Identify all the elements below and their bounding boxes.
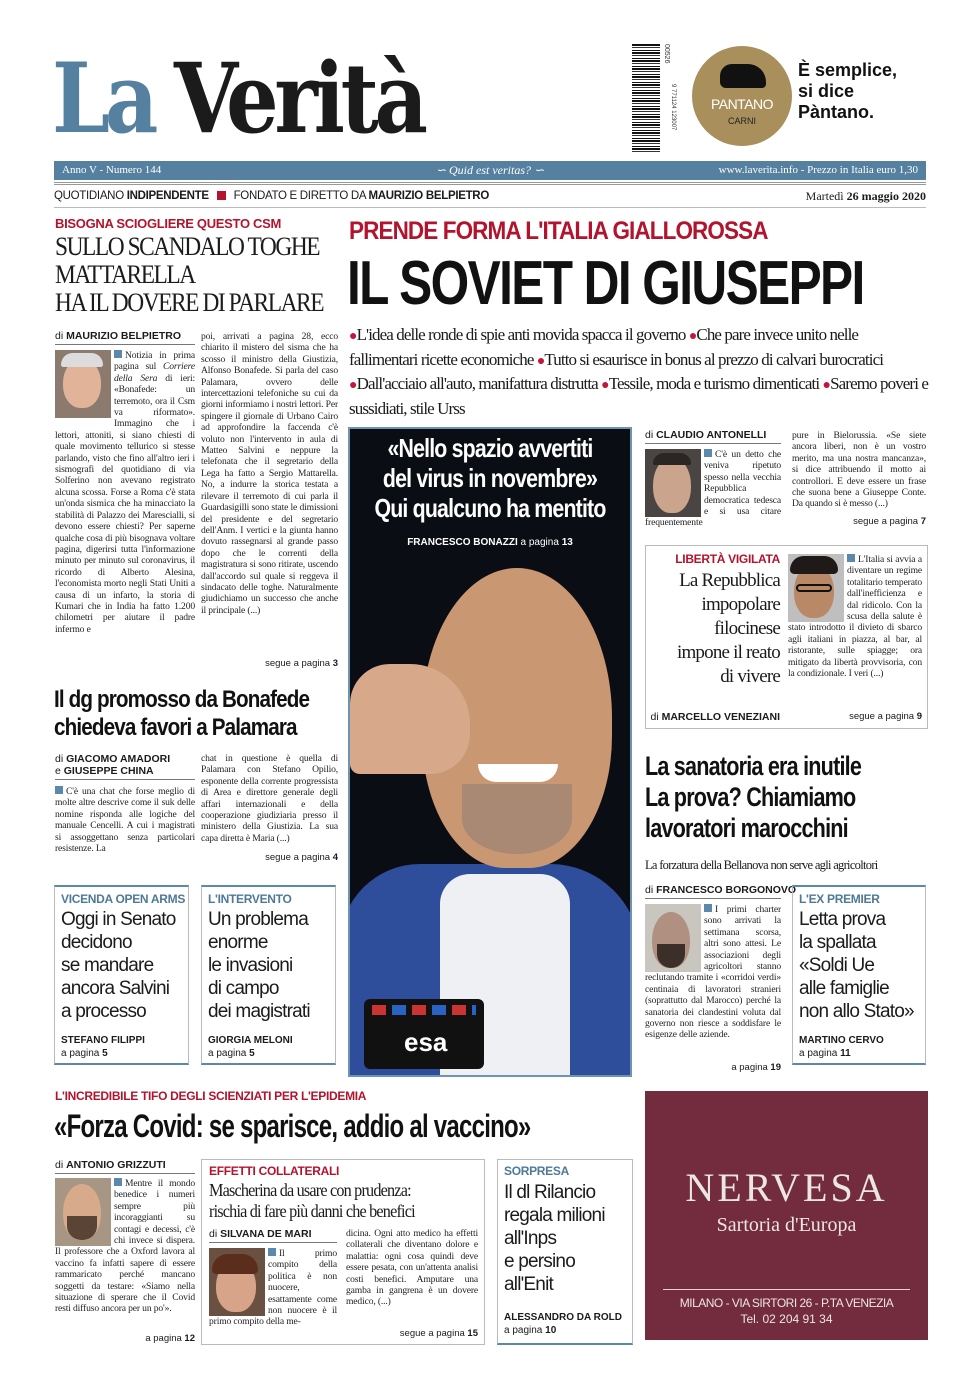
antonelli-text: C'è un detto che veniva ripetuto spesso nella vecchia Repubblica democratica tedesca e si usa citare frequentemente bbox=[645, 449, 781, 529]
covid-body: Mentre il mondo benedice i numeri sempre più incoraggianti su contagi e decessi, c'è chi invece si dispera. Il professore che a Oxford lavora al vaccino fa infatti sapere di essere rammaricato perché mancano soggetti da testare: «Siamo nella situazione di sperare che il Covid resti diffuso ancora per un po'». bbox=[55, 1178, 195, 1315]
headline-line: impone il reato bbox=[676, 642, 780, 663]
ad-nervesa[interactable] bbox=[645, 1091, 928, 1340]
headline-line: «Nello spazio avvertiti bbox=[387, 433, 593, 463]
editorial-text: di ieri: «Bonafede: un terremoto, ora il Csm va riformato». Immagino che i lettori, attoniti, si siano chiesti di quale movimento tellurico si stesse parlando, visto che fino all'altro ieri i sismografi del quotidiano di via Solferino non avevano registrato alcuna scossa. Forse a Roma c'è stata un'onda sismica che ha minacciato la stabilità di Palazzo dei Marescialli, si devono essere chiesti? Per saperne qualche cosa di più bisognava voltare pagina, digerirsi tutta l'informazione minuto per minuto sul coronavirus, il ricordo di Alberto Alesina, l'economista morto negli Stati Uniti a causa di un infarto, la storia di Kumari che in India ha fatto 1.200 chilometri per aiutare il padre infermo e bbox=[55, 372, 195, 635]
headline-line: chiedeva favori a Palamara bbox=[54, 714, 297, 741]
page-label: a pagina bbox=[731, 1062, 771, 1073]
sanatoria-page[interactable] bbox=[645, 1062, 781, 1074]
editorial-col1 bbox=[55, 350, 195, 672]
box-author: MARTINO CERVO bbox=[799, 1035, 884, 1046]
motto bbox=[354, 163, 626, 177]
headline-line: Mascherina da usare con prudenza: bbox=[209, 1180, 411, 1200]
segue-label: segue a pagina bbox=[265, 658, 333, 669]
headline-line: e persino bbox=[504, 1251, 575, 1272]
byline-author: SILVANA DE MARI bbox=[220, 1228, 312, 1240]
antonelli-byline bbox=[645, 429, 781, 444]
headline-line: dei magistrati bbox=[208, 1001, 310, 1022]
page-number: 5 bbox=[102, 1048, 108, 1059]
motto-text: Quid est veritas? bbox=[449, 163, 531, 177]
covid-text bbox=[55, 1178, 195, 1330]
masthead-title-la: La bbox=[52, 42, 154, 155]
subline-square-icon bbox=[217, 191, 226, 200]
headline-line: La prova? Chiamiamo bbox=[645, 782, 856, 812]
author-photo-borgonovo bbox=[645, 904, 701, 972]
author-photo-demari bbox=[209, 1248, 265, 1316]
bonafede-headline[interactable] bbox=[54, 686, 338, 742]
editorial-kicker: BISOGNA SCIOGLIERE QUESTO CSM bbox=[55, 216, 282, 231]
headline-line: rischia di fare più danni che benefici bbox=[209, 1201, 415, 1221]
bonafede-segue[interactable] bbox=[201, 852, 338, 864]
lead-square-icon bbox=[704, 449, 712, 457]
page-number: 10 bbox=[545, 1325, 557, 1336]
mascherina-kicker: EFFETTI COLLATERALI bbox=[209, 1164, 340, 1178]
main-bullets bbox=[349, 324, 929, 420]
mascherina-box[interactable] bbox=[201, 1159, 485, 1345]
author-photo-antonelli bbox=[645, 449, 701, 517]
author-photo-veneziani bbox=[788, 554, 844, 622]
segue-page: 4 bbox=[332, 852, 338, 863]
headline-line: di vivere bbox=[720, 666, 780, 687]
page-number: 19 bbox=[770, 1062, 781, 1073]
issue-date-day: Martedì bbox=[805, 189, 847, 203]
mascherina-col2: dicina. Ogni atto medico ha effetti collaterali che diventano dolore e malattia: ogni cosa quindi deve essere pesata, con un'attenta analisi costi benefici. Amputare una gamba in gangrena è un dovere medico, (...) bbox=[346, 1228, 478, 1308]
pantano-slogan bbox=[798, 60, 897, 123]
sanatoria-subhead: La forzatura della Bellanova non serve agli agricoltori bbox=[645, 858, 878, 872]
headline-line: SULLO SCANDALO TOGHE bbox=[55, 232, 320, 261]
headline-line: alle famiglie bbox=[799, 978, 889, 999]
main-kicker: PRENDE FORMA L'ITALIA GIALLOROSSA bbox=[349, 217, 768, 245]
bonafede-text: C'è una chat che forse meglio di molte altre descrive come il suk delle nomine risponda alle logiche del manuale Cencelli. A cui i magistrati si assoggettano senza particolari resistenze. La bbox=[55, 786, 195, 855]
bonafede-col1 bbox=[55, 786, 195, 866]
box-kicker: L'EX PREMIER bbox=[799, 892, 880, 906]
nervesa-address: MILANO - VIA SIRTORI 26 - P.TA VENEZIA bbox=[679, 1296, 894, 1310]
lead-square-icon bbox=[704, 904, 712, 912]
byline-author: GIUSEPPE CHINA bbox=[63, 765, 154, 777]
astronaut-beard bbox=[462, 784, 572, 854]
byline-author: CLAUDIO ANTONELLI bbox=[656, 429, 767, 441]
box-author: STEFANO FILIPPI bbox=[61, 1035, 145, 1046]
segue-page: 9 bbox=[916, 711, 922, 722]
headline-line: Il dl Rilancio bbox=[504, 1182, 596, 1203]
headline-line: a processo bbox=[61, 1001, 146, 1022]
main-bullet: L'idea delle ronde di spie anti movida spacca il governo bbox=[356, 325, 686, 344]
lead-square-icon bbox=[847, 554, 855, 562]
veneziani-box[interactable] bbox=[645, 545, 928, 729]
lead-square-icon bbox=[55, 786, 63, 794]
ad-pantano[interactable] bbox=[692, 46, 932, 152]
headline-line: Il dg promosso da Bonafede bbox=[54, 686, 310, 713]
pantano-sub: CARNI bbox=[727, 116, 756, 126]
headline-line: del virus in novembre» bbox=[382, 463, 598, 493]
headline-line: di campo bbox=[208, 978, 279, 999]
byline-prefix: e bbox=[55, 765, 64, 777]
headline-line: MATTARELLA bbox=[55, 260, 195, 289]
headline-line: impopolare bbox=[701, 594, 780, 615]
subline-label: QUOTIDIANO bbox=[54, 190, 127, 202]
barcode-bottom-digits: 9 771124 123007 bbox=[670, 84, 676, 131]
editorial-italic: Corriere della Sera bbox=[114, 361, 195, 384]
box-headline bbox=[799, 908, 914, 1023]
pantano-slogan-line: È semplice, bbox=[798, 60, 898, 80]
astronaut-smile bbox=[478, 764, 558, 782]
segue-page: 7 bbox=[920, 516, 926, 527]
segue-page: 15 bbox=[467, 1328, 478, 1339]
box-letta[interactable] bbox=[792, 885, 926, 1065]
mascherina-byline bbox=[209, 1228, 337, 1243]
main-bullet: Dall'acciaio all'auto, manifattura distrutta bbox=[356, 374, 598, 393]
headline-line: decidono bbox=[61, 932, 132, 953]
segue-page: 3 bbox=[332, 658, 338, 669]
barcode bbox=[632, 44, 676, 154]
flags bbox=[372, 1005, 476, 1015]
website-price[interactable]: www.laverita.info - Prezzo in Italia euro 1,30 bbox=[718, 164, 918, 176]
box-author: ALESSANDRO DA ROLD bbox=[504, 1312, 622, 1323]
box-kicker: VICENDA OPEN ARMS bbox=[61, 892, 186, 906]
editorial-headline[interactable] bbox=[55, 233, 334, 317]
page-label: a pagina bbox=[517, 537, 562, 548]
nervesa-brand: NERVESA bbox=[685, 1165, 888, 1210]
covid-page[interactable] bbox=[55, 1333, 195, 1345]
sanatoria-text bbox=[645, 904, 781, 1058]
covid-kicker: L'INCREDIBILE TIFO DEGLI SCIENZIATI PER L'EPIDEMIA bbox=[55, 1089, 367, 1103]
author-photo-grizzuti bbox=[55, 1178, 111, 1246]
page-label: a pagina bbox=[61, 1048, 103, 1059]
headline-line: La sanatoria era inutile bbox=[645, 751, 862, 781]
bonafede-col2: chat in questione è quella di Palamara con Stefano Opilio, esponente della corrente progressista di Area e direttore generale degli affari internazionali e della cooperazione giudiziaria presso il ministero della Giustizia. La sua capa diretta è Maria (...) bbox=[201, 753, 338, 844]
subline-rule bbox=[54, 207, 926, 208]
pantano-slogan-line: Pàntano. bbox=[798, 102, 875, 122]
byline-prefix: di bbox=[55, 753, 67, 765]
byline-author: GIACOMO AMADORI bbox=[66, 753, 171, 765]
veneziani-body: L'Italia si avvia a diventare un regime totalitario temperato dall'inefficienza e dal ridicolo. Con la scusa della salute è stato introdotto il divieto di sbarco agli italiani in piazza, al bar, al ristorante, sulle spiagge; ora mitigato da libertà provvisoria, con la condizionale. I veri (...) bbox=[788, 554, 922, 680]
box-headline bbox=[504, 1181, 605, 1296]
sanatoria-body: I primi charter sono arrivati la settimana scorsa, altri sono attesi. Le associazioni degli agricoltori stanno reclutando tramite i «corridoi verdi» centinaia di lavoratori stranieri (soprattutto dal Marocco) perché la sanatoria dei clandestini voluta dal governo non riesce a soddisfare le esigenze delle aziende. bbox=[645, 904, 781, 1041]
box-page[interactable] bbox=[61, 1048, 108, 1060]
headline-line: Letta prova bbox=[799, 909, 886, 930]
pantano-logo-circle bbox=[692, 46, 792, 146]
main-headline[interactable]: IL SOVIET DI GIUSEPPI bbox=[347, 249, 864, 318]
headline-line: «Soldi Ue bbox=[799, 955, 875, 976]
barcode-top-digits: 00526 bbox=[663, 44, 670, 64]
main-bullet: Tessile, moda e turismo dimenticati bbox=[608, 374, 820, 393]
info-bar-rule bbox=[54, 182, 926, 185]
byline-prefix: di bbox=[645, 429, 657, 441]
masthead bbox=[52, 44, 532, 158]
box-page[interactable] bbox=[504, 1325, 556, 1337]
covid-byline bbox=[55, 1159, 195, 1174]
headline-line: non allo Stato» bbox=[799, 1001, 914, 1022]
byline-author: MAURIZIO BELPIETRO bbox=[66, 330, 182, 342]
antonelli-col1 bbox=[645, 449, 781, 529]
space-headline bbox=[359, 433, 621, 523]
headline-line: lavoratori marocchini bbox=[645, 813, 848, 843]
pantano-slogan-line: si dice bbox=[798, 81, 855, 101]
bullet-icon: ● bbox=[688, 329, 697, 344]
box-headline bbox=[208, 908, 310, 1023]
bullet-icon: ● bbox=[536, 353, 545, 369]
byline-author: FRANCESCO BONAZZI bbox=[407, 537, 518, 548]
page-label: a pagina bbox=[799, 1048, 841, 1059]
segue-label: segue a pagina bbox=[853, 516, 921, 527]
byline-prefix: di bbox=[645, 884, 657, 896]
page-label: a pagina bbox=[504, 1325, 546, 1336]
headline-line: regala milioni bbox=[504, 1205, 605, 1226]
byline-prefix: di bbox=[209, 1228, 221, 1240]
page-number: 11 bbox=[840, 1048, 851, 1059]
veneziani-kicker: LIBERTÀ VIGILATA bbox=[675, 552, 780, 566]
editorial-segue[interactable] bbox=[201, 658, 338, 670]
main-bullet: Saremo poveri e sussidiati, stile Urss bbox=[349, 374, 929, 418]
mascherina-segue[interactable] bbox=[346, 1328, 478, 1340]
headline-line: Oggi in Senato bbox=[61, 909, 176, 930]
headline-line: HA IL DOVERE DI PARLARE bbox=[55, 288, 324, 317]
box-page[interactable] bbox=[799, 1048, 851, 1060]
bonafede-byline bbox=[55, 753, 195, 780]
bull-icon bbox=[720, 64, 766, 88]
headline-line: enorme bbox=[208, 932, 268, 953]
esa-logo: esa bbox=[404, 1027, 448, 1057]
lead-square-icon bbox=[114, 350, 122, 358]
headline-line: filocinese bbox=[714, 618, 780, 639]
sanatoria-byline bbox=[645, 884, 797, 899]
editorial-col2: poi, arrivati a pagina 28, ecco chiarito il mistero del sisma che ha scosso il ministro della Giustizia, Alfonso Bonafede. Si parla del caso Palamara, ovvero delle intercettazioni telefoniche su cui da giorni informiamo i nostri lettori. Per spingere il giornale di Urbano Cairo ad approfondire la faccenda c'è voluto non l'intervento in aula di Matteo Salvini e neppure la telefonata che il segretario della Lega ha fatto a Sergio Mattarella. No, a indurre la storica testata a rilevare il terremoto di cui parla il Guardasigilli sono state le dimissioni del presidente e del segretario dell'Anm. I vertici e la giunta hanno dovuto rassegnarsi al grande passo dopo che le correnti della magistratura si sono ritirate, uscendo dall'accordo sul quale si reggeva il sindacato delle toghe. Naturalmente giudichiamo un successo che anche il principale (...) bbox=[201, 331, 338, 616]
headline-line: Qui qualcuno ha mentito bbox=[374, 493, 606, 523]
lead-square-icon bbox=[268, 1248, 276, 1256]
main-bullet: Che pare invece unito nelle fallimentari ricette economiche bbox=[349, 325, 859, 369]
pantano-brand: PANTANO bbox=[710, 96, 774, 112]
byline-author: MARCELLO VENEZIANI bbox=[661, 711, 780, 723]
headline-line: se mandare bbox=[61, 955, 154, 976]
barcode-bars bbox=[632, 44, 660, 152]
antonelli-segue[interactable] bbox=[792, 516, 926, 528]
box-headline bbox=[61, 908, 176, 1023]
lead-square-icon bbox=[114, 1178, 122, 1186]
nervesa-tagline: Sartoria d'Europa bbox=[716, 1214, 857, 1236]
issue-number: Anno V - Numero 144 bbox=[62, 164, 162, 176]
headline-line: ancora Salvini bbox=[61, 978, 170, 999]
subline-independent: INDIPENDENTE bbox=[126, 190, 209, 202]
byline-prefix: di bbox=[55, 330, 67, 342]
mascherina-col1 bbox=[209, 1248, 337, 1342]
author-photo-belpietro bbox=[55, 350, 111, 418]
mascherina-headline bbox=[209, 1180, 479, 1222]
info-bar bbox=[54, 161, 926, 180]
nervesa-phone: Tel. 02 204 91 34 bbox=[740, 1312, 833, 1326]
veneziani-segue[interactable] bbox=[788, 711, 922, 723]
main-bullet: Tutto si esaurisce in bonus al prezzo di calvari burocratici bbox=[544, 349, 884, 369]
nervesa-divider bbox=[663, 1289, 910, 1290]
page-label: a pagina bbox=[145, 1333, 185, 1344]
box-meloni[interactable] bbox=[201, 885, 336, 1065]
headline-line: Un problema bbox=[208, 909, 308, 930]
subline-founded: FONDATO E DIRETTO DA bbox=[233, 190, 369, 202]
byline-author: FRANCESCO BORGONOVO bbox=[656, 884, 797, 896]
page-number: 13 bbox=[561, 537, 573, 548]
headline-line: all'Inps bbox=[504, 1228, 557, 1249]
sanatoria-headline[interactable] bbox=[645, 751, 933, 844]
box-rilancio[interactable] bbox=[497, 1159, 633, 1345]
masthead-title-verita: Verità bbox=[174, 42, 424, 155]
subline-director: MAURIZIO BELPIETRO bbox=[368, 190, 489, 202]
issue-date bbox=[806, 189, 926, 203]
veneziani-byline bbox=[650, 711, 780, 723]
box-kicker: SORPRESA bbox=[504, 1164, 569, 1178]
subline bbox=[54, 189, 654, 205]
astronaut-photo bbox=[350, 554, 630, 1077]
box-kicker: L'INTERVENTO bbox=[208, 892, 292, 906]
mascherina-text: Il primo compito della politica è non nuocere, esattamente come non nuocere è il primo compito della me- bbox=[209, 1248, 337, 1328]
esa-patch bbox=[364, 999, 484, 1069]
space-story[interactable] bbox=[348, 427, 632, 1077]
bullet-icon: ● bbox=[349, 329, 357, 344]
headline-line: La Repubblica bbox=[679, 570, 780, 591]
segue-label: segue a pagina bbox=[265, 852, 333, 863]
page-number: 12 bbox=[184, 1333, 195, 1344]
box-openarms[interactable] bbox=[54, 885, 189, 1065]
editorial-lead: Notizia in prima pagina sul bbox=[114, 350, 195, 373]
flourish-icon: ∽ bbox=[435, 163, 449, 177]
segue-label: segue a pagina bbox=[399, 1328, 468, 1339]
byline-author: ANTONIO GRIZZUTI bbox=[66, 1159, 166, 1171]
headline-line: la spallata bbox=[799, 932, 876, 953]
box-page[interactable] bbox=[208, 1048, 255, 1060]
headline-line: all'Enit bbox=[504, 1274, 553, 1295]
flourish-icon: ∽ bbox=[531, 163, 545, 177]
antonelli-col2: pure in Bielorussia. «Se siete ancora liberi, non è un vostro merito, ma una nostra mancanza», si dice attribuendo il motto ai controllori. E deve essere un frase che suona bene a Giuseppe Conte. Da quando si è messo (...) bbox=[792, 430, 926, 510]
issue-date-value: 26 maggio 2020 bbox=[846, 189, 926, 203]
covid-headline[interactable]: «Forza Covid: se sparisce, addio al vaccino» bbox=[54, 1108, 531, 1144]
veneziani-text bbox=[788, 554, 922, 706]
box-author: GIORGIA MELONI bbox=[208, 1035, 293, 1046]
astronaut-hand bbox=[350, 664, 470, 774]
page-label: a pagina bbox=[208, 1048, 250, 1059]
bullet-icon: ● bbox=[349, 378, 357, 393]
bullet-icon: ● bbox=[601, 378, 609, 393]
page-number: 5 bbox=[249, 1048, 255, 1059]
byline-prefix: di bbox=[650, 711, 662, 723]
veneziani-headline bbox=[646, 569, 780, 689]
space-byline bbox=[350, 537, 630, 549]
bullet-icon: ● bbox=[822, 378, 831, 393]
headline-line: le invasioni bbox=[208, 955, 293, 976]
editorial-byline bbox=[55, 330, 195, 345]
byline-prefix: di bbox=[55, 1159, 67, 1171]
segue-label: segue a pagina bbox=[849, 711, 917, 722]
